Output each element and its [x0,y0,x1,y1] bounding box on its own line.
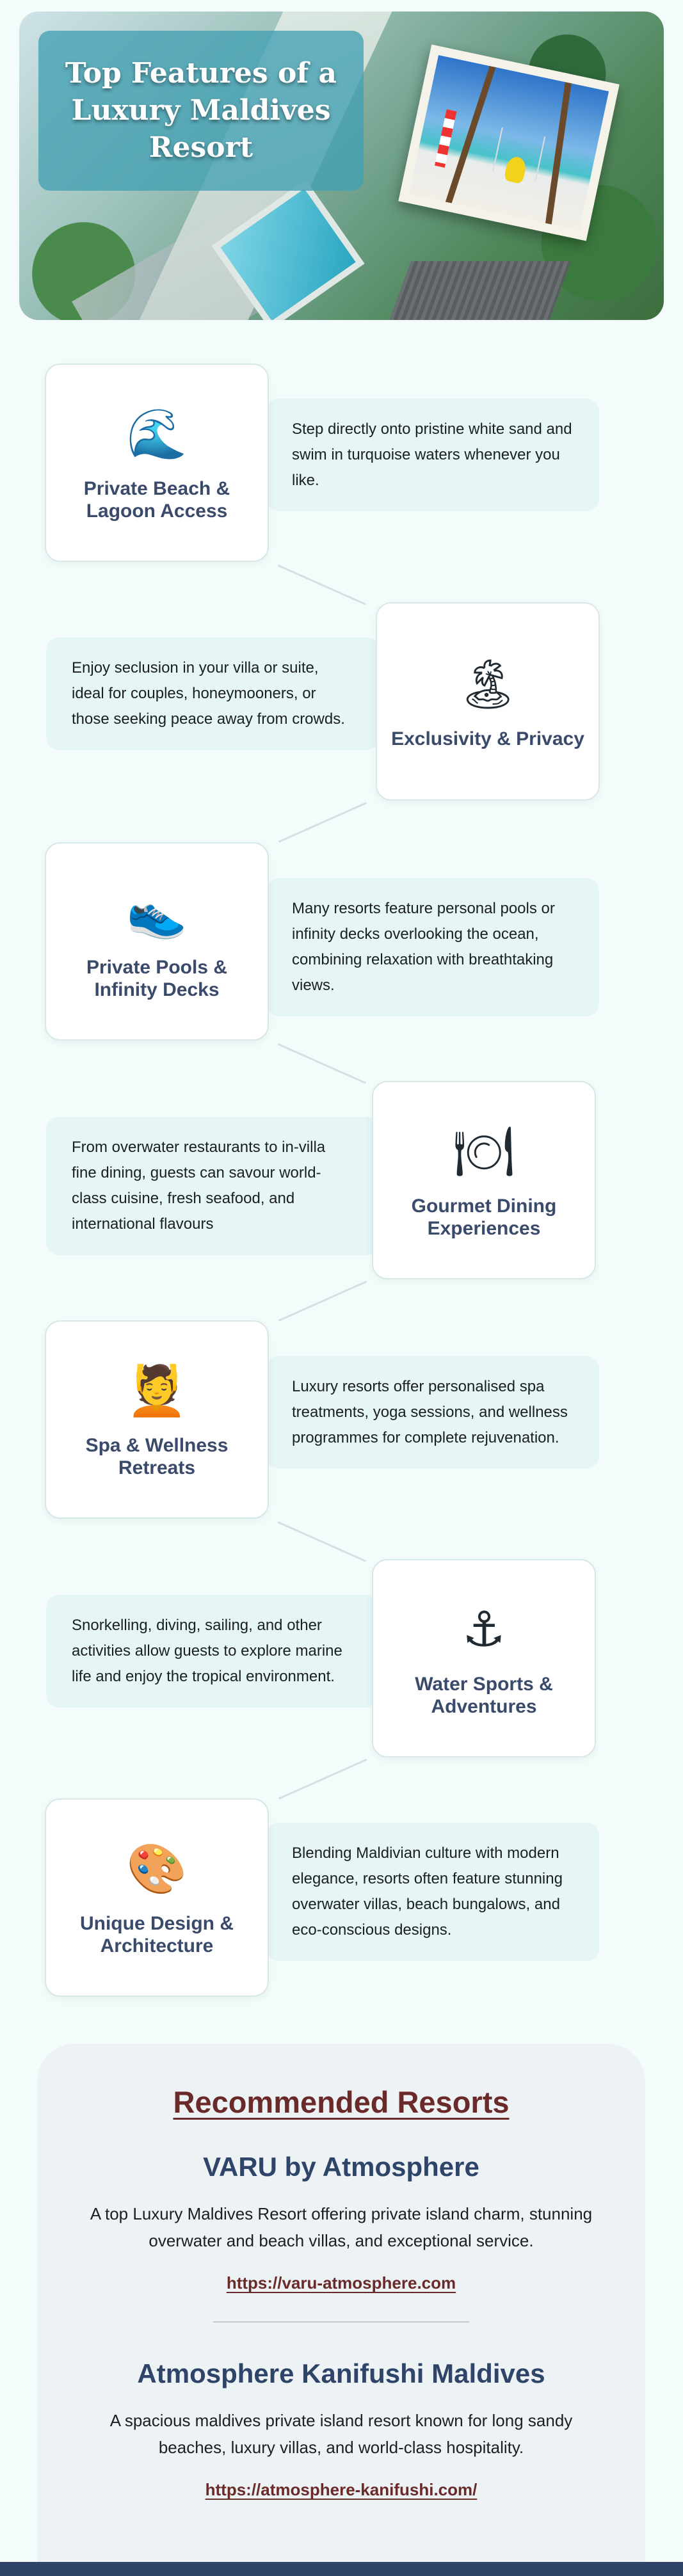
hero-title-box [38,31,364,191]
feature-card [372,1559,596,1757]
recommended-section [37,2044,645,2576]
feature-description [46,1117,379,1255]
connector-line [278,1043,366,1084]
divider [213,2321,469,2323]
connector-line [278,1759,367,1800]
feature-description [46,637,379,750]
dining-icon: 🍽 [453,1123,515,1180]
feature-description [266,1823,599,1961]
spa-icon: 💆 [126,1362,188,1419]
feature-text: Blending Maldivian culture with modern elegance, resorts often feature stunning overwater villas, beach bungalows, and eco-conscious designs. [292,1844,563,1939]
island-icon: 🏝 [456,655,519,712]
feature-description [266,878,599,1016]
palm-trunk-left [444,60,498,208]
footer-bar [0,2562,683,2576]
feature-text: Enjoy seclusion in your villa or suite, ideal for couples, honeymooners, or those seeking peace away from crowds. [72,659,345,728]
feature-text: From overwater restaurants to in-villa fine dining, guests can savour world-class cuisine, fresh seafood, and international flavours [72,1139,326,1233]
wave-icon: 🌊 [126,405,188,462]
lighthouse-shape [435,109,456,168]
feature-title: Water Sports & Adventures [415,1674,553,1717]
feature-card [45,364,269,562]
feature-card [376,602,600,801]
feature-title: Exclusivity & Privacy [391,728,584,749]
anchor-icon: ⚓ [462,1601,506,1658]
feature-text: Snorkelling, diving, sailing, and other activities allow guests to explore marine life and enjoy the tropical environment. [72,1617,342,1685]
feature-card [45,1798,269,1997]
feature-text: Many resorts feature personal pools or infinity decks overlooking the ocean, combining relaxation with breathtaking views. [292,900,555,994]
palm-trunk-right [545,76,572,229]
resort-link[interactable]: https://varu-atmosphere.com [226,2273,456,2292]
feature-text: Step directly onto pristine white sand and swim in turquoise waters whenever you like. [292,420,572,489]
feature-description [266,399,599,511]
feature-description [266,1356,599,1469]
connector-line [278,1521,366,1562]
feature-card [45,1320,269,1519]
feature-title: Gourmet Dining Experiences [411,1196,557,1239]
page-title: Top Features of a Luxury Maldives Resort [65,57,337,164]
connector-line [278,1281,367,1322]
resort-name: Atmosphere Kanifushi Maldives [137,2358,545,2388]
feature-description [46,1595,379,1708]
palette-icon: 🎨 [126,1840,188,1897]
resort-link[interactable]: https://atmosphere-kanifushi.com/ [205,2480,478,2499]
beach-swing-image [409,55,609,230]
resort-description: A top Luxury Maldives Resort offering private island charm, stunning overwater and beach villas, and exceptional service. [90,2204,593,2250]
hero-banner [19,12,664,320]
pool-icon: 👟 [126,884,188,941]
connector-line [278,564,366,605]
feature-title: Private Pools & Infinity Decks [86,957,228,1000]
feature-title: Unique Design & Architecture [79,1913,234,1956]
resort-name: VARU by Atmosphere [203,2152,479,2182]
hero-roof-shape [383,261,571,320]
resort-description: A spacious maldives private island resort known for long sandy beaches, luxury villas, and world-class hospitality. [109,2411,573,2457]
feature-title: Private Beach & Lagoon Access [83,478,230,522]
feature-text: Luxury resorts offer personalised spa treatments, yoga sessions, and wellness programmes for complete rejuvenation. [292,1378,568,1446]
feature-title: Spa & Wellness Retreats [85,1435,229,1478]
feature-card [45,842,269,1041]
hero-photo [398,45,619,241]
connector-line [278,802,367,843]
feature-card [372,1081,596,1279]
recommended-heading: Recommended Resorts [173,2085,510,2119]
